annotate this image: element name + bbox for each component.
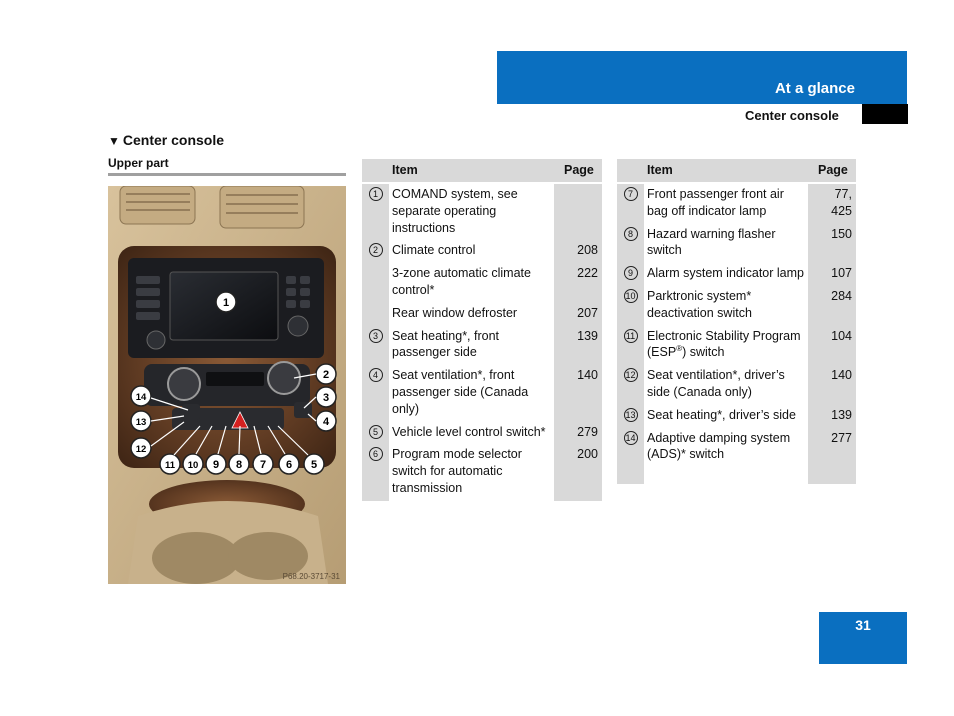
page-number: 31	[855, 617, 871, 633]
center-console-photo	[108, 186, 346, 584]
table-row	[362, 444, 602, 500]
item-number-badge: 10	[625, 290, 636, 301]
table-row	[617, 263, 856, 286]
item-description: Climate control	[389, 240, 554, 263]
callout-6: 6	[285, 459, 293, 471]
table-header-row	[362, 159, 602, 183]
item-number-badge: 8	[624, 227, 638, 241]
item-page: 107	[808, 263, 856, 286]
table-row	[617, 428, 856, 484]
item-page: 284	[808, 286, 856, 326]
item-page: 208	[554, 240, 602, 263]
header-bar	[497, 51, 907, 104]
subsection-rule	[108, 173, 346, 176]
item-page	[554, 183, 602, 240]
table-row	[617, 326, 856, 366]
table-row	[617, 286, 856, 326]
table-header-row	[617, 159, 856, 183]
table-row	[617, 183, 856, 224]
table-row	[362, 365, 602, 421]
table-row	[362, 240, 602, 263]
callout-8: 8	[235, 459, 243, 471]
console-illustration	[108, 186, 346, 584]
callout-11: 11	[164, 460, 176, 471]
callout-13: 13	[135, 417, 147, 428]
callout-14: 14	[135, 392, 147, 403]
item-page: 77, 425	[808, 183, 856, 224]
callout-7: 7	[259, 459, 267, 471]
item-description: Seat ventilation*, driver’s side (Canada only)	[644, 365, 808, 405]
item-number-badge: 11	[624, 329, 638, 343]
item-description: Adaptive damping system (ADS)* switch	[644, 428, 808, 484]
item-number-badge: 7	[624, 187, 638, 201]
item-description: Alarm system indicator lamp	[644, 263, 808, 286]
item-number-badge: 5	[369, 425, 383, 439]
callout-4: 4	[322, 416, 330, 428]
page-number-box	[819, 612, 907, 664]
callout-3: 3	[322, 392, 330, 404]
item-number-badge: 6	[369, 447, 383, 461]
item-description: Front passenger front air bag off indicator lamp	[644, 183, 808, 224]
item-number-badge: 1	[369, 187, 383, 201]
item-number-badge: 13	[625, 409, 636, 420]
table-row	[362, 183, 602, 240]
header-subtitle: Center console	[745, 108, 839, 123]
item-number-badge: 9	[624, 266, 638, 280]
item-number-badge: 4	[369, 368, 383, 382]
table-row	[617, 405, 856, 428]
table-row	[362, 326, 602, 366]
item-page: 279	[554, 422, 602, 445]
item-page: 104	[808, 326, 856, 366]
table-row	[617, 365, 856, 405]
column-header-page: Page	[808, 159, 856, 183]
item-description: COMAND system, see separate operating instructions	[389, 183, 554, 240]
items-table-right	[617, 159, 856, 484]
header-black-tab	[862, 104, 908, 124]
item-description: Seat ventilation*, front passenger side (Canada only)	[389, 365, 554, 421]
section-title-text: Center console	[122, 132, 225, 148]
item-number-badge: 12	[625, 370, 636, 381]
item-description: Electronic Stability Program (ESP®) switch	[644, 326, 808, 366]
item-page: 139	[554, 326, 602, 366]
column-header-page: Page	[554, 159, 602, 183]
callout-12: 12	[135, 444, 147, 455]
table-row	[617, 224, 856, 264]
item-page: 150	[808, 224, 856, 264]
callout-10: 10	[187, 460, 199, 471]
table-row	[362, 303, 602, 326]
item-page: 277	[808, 428, 856, 484]
table-row	[362, 422, 602, 445]
photo-code: P68.20-3717-31	[282, 572, 340, 581]
callout-5: 5	[310, 459, 318, 471]
item-description: Seat heating*, front passenger side	[389, 326, 554, 366]
item-page: 207	[554, 303, 602, 326]
item-description: Seat heating*, driver’s side	[644, 405, 808, 428]
section-title	[108, 132, 224, 148]
column-header-item: Item	[389, 159, 554, 183]
column-header-item: Item	[644, 159, 808, 183]
item-page: 200	[554, 444, 602, 500]
items-table-left	[362, 159, 602, 501]
item-page: 139	[808, 405, 856, 428]
callout-2: 2	[322, 369, 330, 381]
item-description: Hazard warning flasher switch	[644, 224, 808, 264]
item-description: Parktronic system* deactivation switch	[644, 286, 808, 326]
callout-9: 9	[212, 459, 220, 471]
item-description: Vehicle level control switch*	[389, 422, 554, 445]
table-row	[362, 263, 602, 303]
subsection-title: Upper part	[108, 156, 169, 170]
item-page: 140	[554, 365, 602, 421]
item-number-badge: 14	[625, 432, 636, 443]
item-number-badge: 3	[369, 329, 383, 343]
item-page: 222	[554, 263, 602, 303]
item-description: 3-zone automatic climate control*	[389, 263, 554, 303]
item-page: 140	[808, 365, 856, 405]
item-description: Program mode selector switch for automatic transmission	[389, 444, 554, 500]
triangle-icon: ▼	[108, 134, 120, 148]
item-description: Rear window defroster	[389, 303, 554, 326]
header-title: At a glance	[774, 80, 855, 97]
callout-1: 1	[222, 297, 230, 309]
item-number-badge: 2	[369, 243, 383, 257]
